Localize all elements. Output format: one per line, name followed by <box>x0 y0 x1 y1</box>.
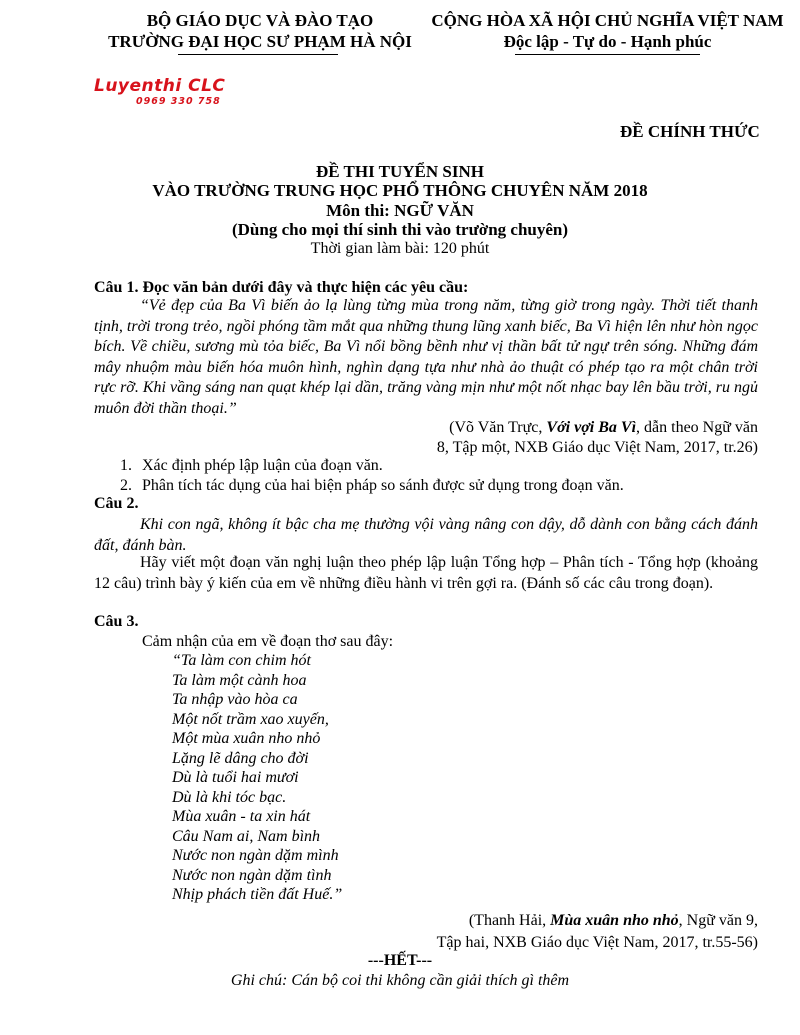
poem-line: Ta làm một cành hoa <box>172 672 307 689</box>
q1-item-2-text: Phân tích tác dụng của hai biện pháp so sánh được sử dụng trong đoạn văn. <box>142 477 624 494</box>
right-header-rule <box>515 54 700 55</box>
q1-source-title: Với vợi Ba Vì <box>546 419 637 436</box>
poem-line: Nhịp phách tiền đất Huế.” <box>172 886 343 903</box>
q1-source-post: , dẫn theo Ngữ văn <box>636 419 758 436</box>
logo-phone: 0969 330 758 <box>136 96 221 107</box>
exam-subtitle: VÀO TRƯỜNG TRUNG HỌC PHỔ THÔNG CHUYÊN NĂM 2018 <box>152 181 648 200</box>
national-motto: Độc lập - Tự do - Hạnh phúc <box>503 32 712 51</box>
q1-source-line1 <box>449 418 758 438</box>
left-header-rule <box>178 54 338 55</box>
poem-line: Ta nhập vào hòa ca <box>172 691 298 708</box>
q2-heading: Câu 2. <box>94 495 139 512</box>
poem-line: Nước non ngàn dặm mình <box>172 847 339 864</box>
exam-subject: Môn thi: NGỮ VĂN <box>326 201 474 220</box>
q1-item-1-text: Xác định phép lập luận của đoạn văn. <box>142 457 383 474</box>
national-title: CỘNG HÒA XÃ HỘI CHỦ NGHĨA VIỆT NAM <box>431 11 784 30</box>
q1-item-1-num: 1. <box>120 457 132 474</box>
q1-item-2-num: 2. <box>120 477 132 494</box>
poem-line: Câu Nam ai, Nam bình <box>172 828 321 845</box>
q1-passage: “Vẻ đẹp của Ba Vì biến ảo lạ lùng từng mùa trong năm, từng giờ trong ngày. Thời tiết thanh tịnh, trời trong trẻo, ngồi phóng tầm mắt qua những thung lũng xanh biếc, Ba Vì hiện lên như hòn ngọc bích. Về chiều, sương mù tỏa biếc, Ba Vì nổi bồng bềnh như vị thần bất tử ngự trên sóng. Những đám mây nhuộm màu biến hóa muôn hình, nghìn dạng tựa như nhà ảo thuật có phép tạo ra một chân trời rực rỡ. Khi vầng sáng nan quạt khép lại dần, trăng vàng mịn như một nốt nhạc bay lên bầu trời, ru ngủ muôn đời thần thoại.” <box>94 297 758 417</box>
q1-source-pre: (Võ Văn Trực, <box>449 419 547 436</box>
q3-source-post: , Ngữ văn 9, <box>678 912 758 929</box>
q2-quote: Khi con ngã, không ít bậc cha mẹ thường vội vàng nâng con dậy, dỗ dành con bằng cách đánh đất, đánh bàn. <box>94 516 758 554</box>
poem-line: Mùa xuân - ta xin hát <box>172 808 311 825</box>
proctor-note: Ghi chú: Cán bộ coi thi không cần giải thích gì thêm <box>230 972 570 989</box>
logo-wordmark: Luyenthi CLC <box>94 76 226 96</box>
poem-line: “Ta làm con chim hót <box>172 652 311 669</box>
ministry-name: BỘ GIÁO DỤC VÀ ĐÀO TẠO <box>146 11 374 30</box>
university-name: TRƯỜNG ĐẠI HỌC SƯ PHẠM HÀ NỘI <box>108 32 412 51</box>
q3-heading: Câu 3. <box>94 613 139 630</box>
poem-line: Một mùa xuân nho nhỏ <box>172 730 321 747</box>
q2-task: Hãy viết một đoạn văn nghị luận theo phép lập luận Tổng hợp – Phân tích - Tổng hợp (khoảng 12 câu) trình bày ý kiến của em về những điều hành vi trên gợi ra. (Đánh số các câu trong đoạn). <box>94 554 758 592</box>
q1-heading: Câu 1. Đọc văn bản dưới đây và thực hiện các yêu cầu: <box>94 279 469 296</box>
exam-title: ĐỀ THI TUYỂN SINH <box>315 162 484 181</box>
q1-source-line2: 8, Tập một, NXB Giáo dục Việt Nam, 2017, tr.26) <box>436 439 758 456</box>
poem-line: Một nốt trầm xao xuyến, <box>172 711 329 728</box>
q3-source-line2: Tập hai, NXB Giáo dục Việt Nam, 2017, tr.55-56) <box>436 934 758 951</box>
q3-source-line1 <box>469 911 758 931</box>
poem-line: Dù là tuổi hai mươi <box>172 769 299 786</box>
q3-intro: Cảm nhận của em về đoạn thơ sau đây: <box>142 633 394 650</box>
q3-source-pre: (Thanh Hải, <box>468 912 551 929</box>
end-marker: ---HẾT--- <box>367 952 433 969</box>
poem-line: Lặng lẽ dâng cho đời <box>172 750 309 767</box>
poem-line: Dù là khi tóc bạc. <box>172 789 287 806</box>
q3-source-title: Mùa xuân nho nhỏ <box>550 912 679 929</box>
poem-line: Nước non ngàn dặm tình <box>172 867 332 884</box>
exam-audience: (Dùng cho mọi thí sinh thi vào trường chuyên) <box>231 220 569 239</box>
official-label: ĐỀ CHÍNH THỨC <box>620 122 760 141</box>
exam-duration: Thời gian làm bài: 120 phút <box>310 240 490 257</box>
